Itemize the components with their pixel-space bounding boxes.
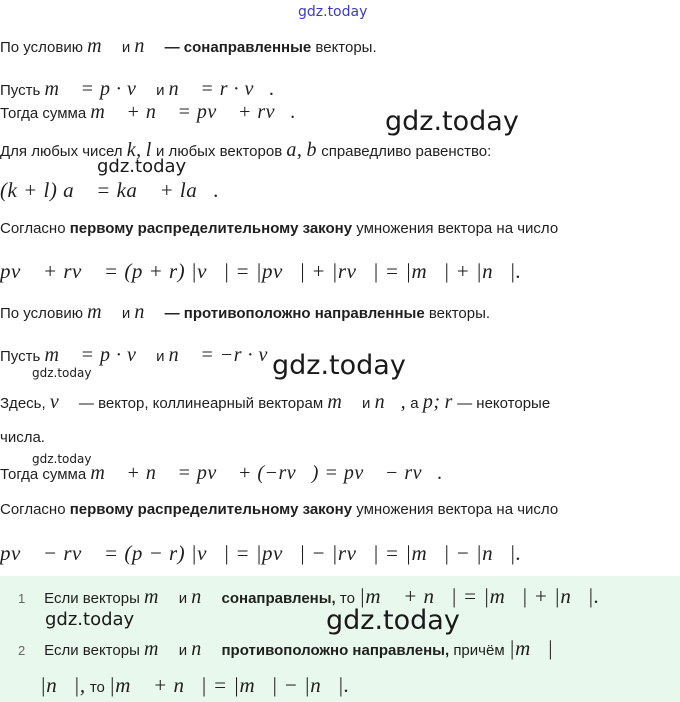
math-expression: |m⃗ + n⃗| = |m⃗| − |n⃗|. — [109, 673, 350, 697]
math-vector-n: n⃗ — [134, 301, 161, 323]
text: и — [121, 305, 131, 322]
math-vector-m: m⃗ — [144, 586, 175, 608]
bold-term: первому распределительному закону — [69, 501, 353, 518]
item-number: 1 — [18, 591, 26, 606]
math-expression: m⃗ = p · v⃗ — [44, 78, 152, 100]
watermark: gdz.today — [97, 156, 187, 177]
watermark: gdz.today — [45, 609, 135, 630]
math-vector-v: v⃗ — [49, 391, 75, 413]
math-expression: m⃗ = p · v⃗ — [44, 344, 152, 366]
text-here-v-collinear — [0, 392, 550, 414]
text-numbers — [0, 428, 45, 448]
math-k: k, — [126, 139, 142, 161]
math-vector-n: n⃗ — [191, 638, 218, 660]
text: то — [89, 679, 105, 696]
text: и — [156, 82, 165, 99]
text: и — [362, 395, 371, 412]
text: числа. — [0, 429, 45, 446]
watermark: gdz.today — [385, 106, 519, 137]
math-expression: |n⃗|, — [40, 673, 86, 697]
text: векторы. — [428, 305, 491, 322]
text: и — [178, 590, 188, 607]
text: умножения вектора на число — [356, 220, 559, 237]
text-for-any-numbers — [0, 140, 491, 162]
text: По условию — [0, 305, 83, 322]
item-number: 2 — [18, 643, 26, 658]
text: и — [178, 642, 188, 659]
text: Здесь, — [0, 395, 46, 412]
summary-item-1 — [18, 586, 600, 609]
text: Тогда сумма — [0, 105, 87, 122]
text: и любых векторов — [156, 143, 283, 160]
summary-box — [0, 576, 680, 702]
text-condition-opposite — [0, 302, 490, 324]
text: то — [339, 590, 355, 607]
equation-sum-opposite — [0, 543, 522, 566]
text: По условию — [0, 39, 83, 56]
math-expression: pv⃗ + rv⃗ = (p + r) |v⃗| = |pv⃗| + |rv⃗| = |m⃗| + |n⃗|. — [0, 259, 522, 283]
math-vector-m: m⃗ — [144, 638, 175, 660]
math-expression: (k + l) a⃗ = ka⃗ + la⃗. — [0, 178, 220, 202]
text: умножения вектора на число — [356, 501, 559, 518]
text: причём — [453, 642, 505, 659]
bold-term: первому распределительному закону — [69, 220, 353, 237]
bold-term: противоположно направлены, — [221, 642, 450, 659]
math-expression: |m⃗ + n⃗| = |m⃗| + |n⃗|. — [359, 584, 600, 608]
text-distributive-law-2 — [0, 500, 558, 520]
text-then-sum — [0, 102, 296, 124]
math-vector-n: n⃗ — [191, 586, 218, 608]
bold-term: сонаправлены, — [221, 590, 336, 607]
math-b: b — [306, 139, 318, 161]
text: справедливо равенство: — [321, 143, 492, 160]
text: Пусть — [0, 348, 41, 365]
math-r: r — [444, 391, 453, 413]
math-p: p; — [422, 391, 441, 413]
text-distributive-law — [0, 219, 558, 239]
math-vector-m: m⃗ — [87, 301, 118, 323]
math-l: l — [145, 139, 152, 161]
math-expression: pv⃗ − rv⃗ = (p − r) |v⃗| = |pv⃗| − |rv⃗| = |m⃗| − |n⃗|. — [0, 541, 522, 565]
text: — вектор, коллинеарный векторам — [78, 395, 324, 412]
math-expression: n⃗ = −r · v⃗ — [168, 344, 284, 366]
math-expression: |m⃗| ⩾ — [508, 636, 576, 660]
summary-item-2 — [18, 638, 576, 661]
text-let — [0, 79, 275, 101]
bold-term: противоположно направленные — [183, 305, 425, 322]
watermark-top: gdz.today — [298, 4, 368, 20]
math-a: a, — [286, 139, 303, 161]
text-condition-codirected — [0, 36, 377, 58]
math-vector-m: m⃗ — [327, 391, 358, 413]
text: и — [156, 348, 165, 365]
watermark: gdz.today — [32, 452, 92, 466]
dash: — — [164, 305, 180, 322]
text: Согласно — [0, 220, 66, 237]
text: Тогда сумма — [0, 466, 87, 483]
math-vector-n: n⃗, — [374, 391, 407, 413]
text: векторы. — [315, 39, 377, 56]
dash: — — [164, 39, 180, 56]
text-let-opposite — [0, 345, 283, 367]
watermark: gdz.today — [326, 605, 460, 636]
text-then-sum-opposite — [0, 463, 443, 485]
text: и — [121, 39, 131, 56]
math-expression: n⃗ = r · v⃗. — [168, 78, 275, 100]
text: Согласно — [0, 501, 66, 518]
bold-term: сонаправленные — [183, 39, 312, 56]
math-expression: m⃗ + n⃗ = pv⃗ + (−rv⃗) = pv⃗ − rv⃗. — [90, 462, 444, 484]
text: Для любых чисел — [0, 143, 123, 160]
text: Пусть — [0, 82, 41, 99]
watermark: gdz.today — [272, 350, 406, 381]
watermark: gdz.today — [32, 366, 92, 380]
text: — некоторые — [457, 395, 551, 412]
summary-item-2-continued — [40, 675, 350, 698]
equation-sum-codirected — [0, 261, 522, 284]
text: Если векторы — [44, 590, 140, 607]
equation-distributive — [0, 180, 219, 203]
math-vector-m: m⃗ — [87, 35, 118, 57]
text: Если векторы — [44, 642, 140, 659]
math-vector-n: n⃗ — [134, 35, 161, 57]
math-expression: m⃗ + n⃗ = pv⃗ + rv⃗. — [90, 101, 297, 123]
text: а — [410, 395, 419, 412]
